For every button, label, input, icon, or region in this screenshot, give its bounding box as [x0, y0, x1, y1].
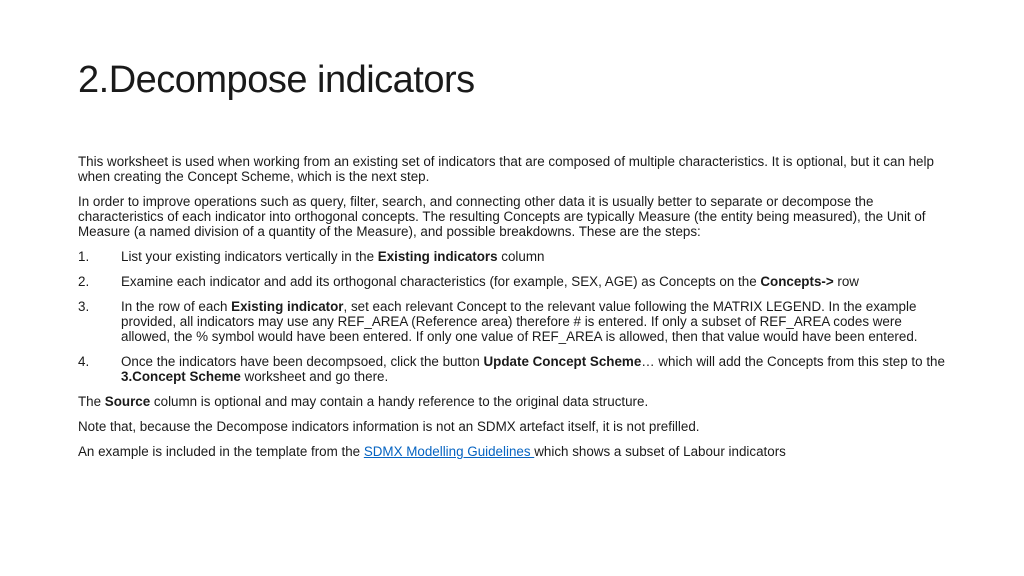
step-number: 4.: [78, 354, 90, 369]
step-text: [121, 249, 948, 264]
step-text: [121, 274, 948, 289]
step-bold-term: Update Concept Scheme: [483, 354, 642, 369]
step-text-part: … which will add the Concepts from this step to the: [641, 354, 945, 369]
step-bold-term: 3.Concept Scheme: [121, 369, 241, 384]
step-bold-term: Existing indicator: [231, 299, 344, 314]
step-number: 2.: [78, 274, 90, 289]
step-bold-term: Existing indicators: [377, 249, 498, 264]
source-text-part: The: [78, 394, 105, 409]
step-item-3: [78, 299, 948, 344]
step-text-part: Examine each indicator and add its orthogonal characteristics (for example, SEX, AGE) as Concepts on the: [121, 274, 761, 289]
source-bold-term: Source: [104, 394, 151, 409]
step-text: [121, 299, 948, 344]
step-text-part: row: [833, 274, 859, 289]
step-text-part: List your existing indicators vertically in the: [121, 249, 378, 264]
step-text-part: worksheet and go there.: [240, 369, 389, 384]
prefill-paragraph: Note that, because the Decompose indicators information is not an SDMX artefact itself, it is not prefilled.: [78, 419, 700, 434]
step-bold-term: Concepts->: [760, 274, 834, 289]
step-text-part: In the row of each: [121, 299, 232, 314]
step-item-2: [78, 274, 948, 289]
step-item-1: [78, 249, 948, 264]
slide-body: [78, 154, 948, 469]
example-paragraph: [78, 444, 948, 459]
source-paragraph: [78, 394, 948, 409]
decompose-paragraph: In order to improve operations such as query, filter, search, and connecting other data it is usually better to separate or decompose the characteristics of each indicator into orthogonal concepts. The resulting Concepts are typically Measure (the entity being measured), the Unit of Measure (a named division of a quantity of the Measure), and possible breakdowns. These are the steps:: [78, 194, 926, 239]
source-text-part: column is optional and may contain a handy reference to the original data structure.: [150, 394, 649, 409]
step-text: [121, 354, 948, 384]
step-number: 3.: [78, 299, 90, 314]
step-text-part: , set each relevant Concept to the relevant value following the MATRIX LEGEND. In the example provided, all indicators may use any REF_AREA (Reference area) therefore # is entered. If only a subset of REF_AREA codes were allowed, the % symbol would have been entered. If only one value of REF_AREA is allowed, then that value would have been entered.: [121, 299, 918, 344]
sdmx-guidelines-link[interactable]: SDMX Modelling Guidelines: [363, 444, 535, 459]
example-text-part: which shows a subset of Labour indicators: [534, 444, 786, 459]
step-item-4: [78, 354, 948, 384]
step-text-part: Once the indicators have been decompsoed, click the button: [121, 354, 484, 369]
example-text-part: An example is included in the template from the: [78, 444, 364, 459]
page-title: 2.Decompose indicators: [78, 59, 475, 101]
step-text-part: column: [497, 249, 545, 264]
intro-paragraph: This worksheet is used when working from an existing set of indicators that are composed of multiple characteristics. It is optional, but it can help when creating the Concept Scheme, which is the next step.: [78, 154, 934, 184]
step-number: 1.: [78, 249, 90, 264]
